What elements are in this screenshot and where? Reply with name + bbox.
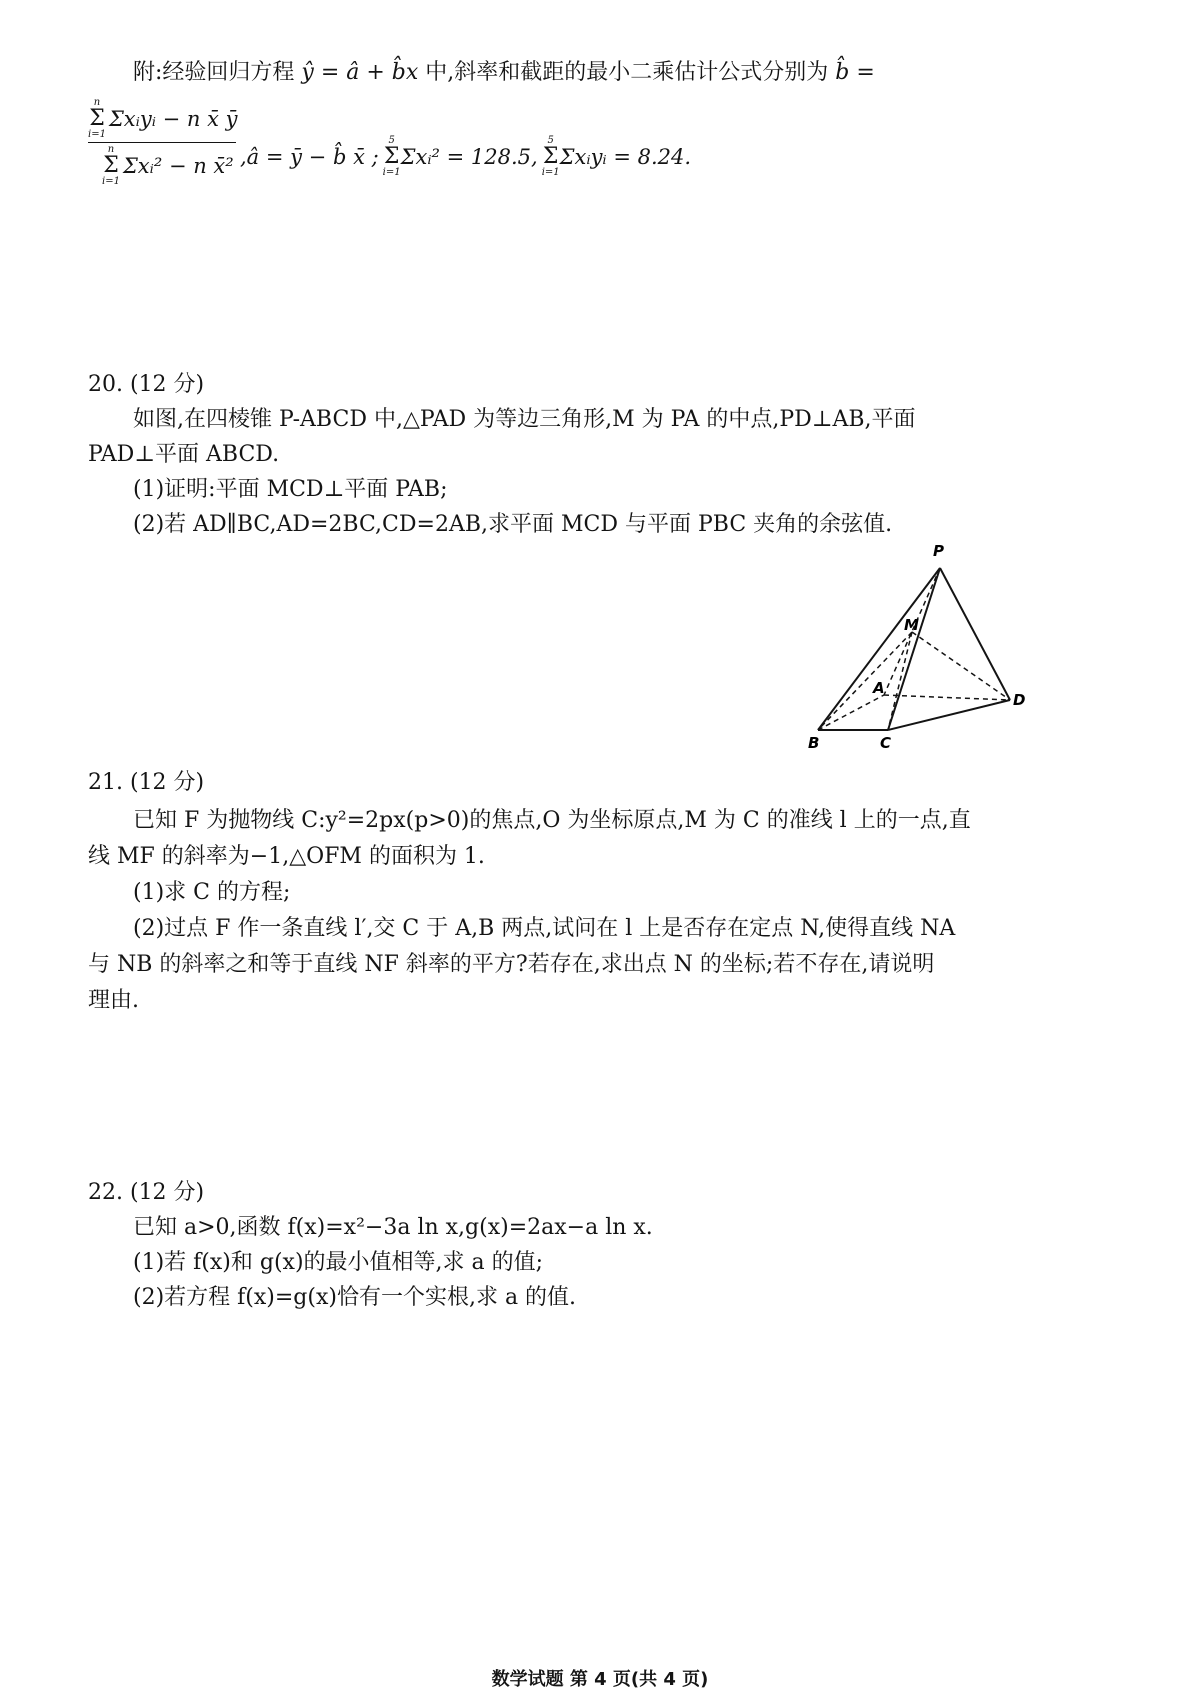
q21-header: 21. (12 分): [88, 770, 205, 795]
denominator-sum-symbol: n Σ i=1: [102, 144, 120, 187]
label-C: C: [880, 734, 892, 752]
numerator-sum-symbol: n Σ i=1: [88, 97, 106, 140]
q22-header: 22. (12 分): [88, 1180, 205, 1205]
segment-MB: [818, 632, 912, 730]
edge-PC: [888, 568, 940, 730]
appendix-intro: 附:经验回归方程: [133, 60, 295, 85]
bhat-eq: b̂ =: [835, 60, 875, 85]
q21-line-1: 已知 F 为抛物线 C:y²=2px(p>0)的焦点,O 为坐标原点,M 为 C 的准线 l 上的一点,直: [133, 808, 971, 833]
label-D: D: [1013, 691, 1026, 709]
label-M: M: [904, 616, 919, 634]
q20-header: 20. (12 分): [88, 372, 205, 397]
sum-xy: Σxᵢyᵢ = 8.24.: [559, 145, 692, 169]
page-footer: 数学试题 第 4 页(共 4 页): [491, 1669, 709, 1690]
denominator: Σxᵢ² − n x̄²: [122, 154, 234, 178]
sum-x-squared: Σxᵢ² = 128.5,: [400, 145, 538, 169]
q20-part-1: (1)证明:平面 MCD⊥平面 PAB;: [133, 477, 448, 502]
bhat-fraction: [88, 98, 238, 187]
appendix-line-2: [240, 136, 691, 178]
label-A: A: [873, 679, 885, 697]
segment-MD: [912, 632, 1010, 700]
ahat-formula: ,â = ȳ − b̂ x̄ ;: [240, 145, 379, 169]
q20-line-2: PAD⊥平面 ABCD.: [88, 442, 280, 467]
sum-symbol-2: 5 Σ i=1: [541, 135, 560, 178]
q21-part-1: (1)求 C 的方程;: [133, 880, 291, 905]
edge-BA: [818, 695, 884, 730]
q22-part-1: (1)若 f(x)和 g(x)的最小值相等,求 a 的值;: [133, 1250, 544, 1275]
label-B: B: [808, 734, 820, 752]
edge-AD: [884, 695, 1010, 700]
numerator: Σxᵢyᵢ − n x̄ ȳ: [108, 107, 238, 131]
q20-part-2: (2)若 AD∥BC,AD=2BC,CD=2AB,求平面 MCD 与平面 PBC 夹角的余弦值.: [133, 512, 893, 537]
fraction-bar: [88, 142, 236, 143]
regression-equation: ŷ = â + b̂x: [301, 60, 419, 85]
edge-PB: [818, 568, 940, 730]
sum-symbol-1: 5 Σ i=1: [382, 135, 401, 178]
q21-part-2a: (2)过点 F 作一条直线 l′,交 C 于 A,B 两点,试问在 l 上是否存在定点 N,使得直线 NA: [133, 916, 956, 941]
appendix-line-1: [133, 58, 875, 88]
q20-line-1: 如图,在四棱锥 P-ABCD 中,△PAD 为等边三角形,M 为 PA 的中点,PD⊥AB,平面: [133, 407, 916, 432]
segment-MC: [888, 632, 912, 730]
q22-line-1: 已知 a>0,函数 f(x)=x²−3a ln x,g(x)=2ax−a ln x.: [133, 1215, 653, 1240]
pyramid-figure: [800, 540, 1040, 760]
label-P: P: [933, 542, 944, 560]
q21-part-2b: 与 NB 的斜率之和等于直线 NF 斜率的平方?若存在,求出点 N 的坐标;若不存在,请说明: [88, 952, 935, 977]
q21-part-2c: 理由.: [88, 988, 139, 1013]
edge-PD: [940, 568, 1010, 700]
appendix-mid-text: 中,斜率和截距的最小二乘估计公式分别为: [425, 60, 829, 85]
q21-line-2: 线 MF 的斜率为−1,△OFM 的面积为 1.: [88, 844, 485, 869]
q22-part-2: (2)若方程 f(x)=g(x)恰有一个实根,求 a 的值.: [133, 1285, 577, 1310]
edge-CD: [888, 700, 1010, 730]
